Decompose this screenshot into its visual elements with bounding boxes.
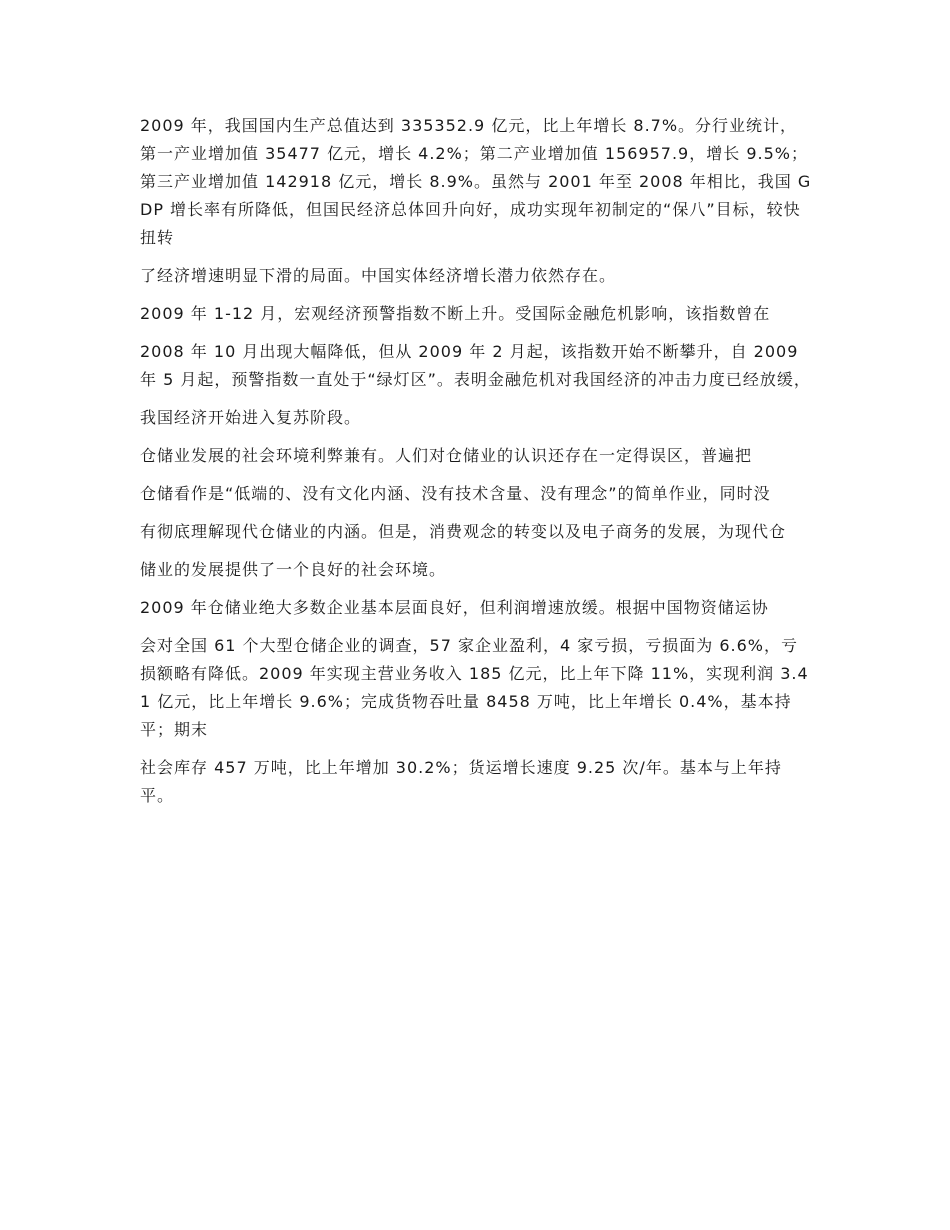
paragraph-2: 了经济增速明显下滑的局面。中国实体经济增长潜力依然存在。	[140, 266, 617, 285]
document-page	[140, 112, 812, 820]
paragraph-4: 2008 年 10 月出现大幅降低，但从 2009 年 2 月起，该指数开始不断攀升，自 2009 年 5 月起，预警指数一直处于“绿灯区”。表明金融危机对我国经济的冲击力度已经放缓，	[140, 342, 811, 389]
paragraph-7: 仓储看作是“低端的、没有文化内涵、没有技术含量、没有理念”的简单作业，同时没	[140, 484, 771, 503]
paragraph-10: 2009 年仓储业绝大多数企业基本层面良好，但利润增速放缓。根据中国物资储运协	[140, 598, 769, 617]
paragraph-3: 2009 年 1-12 月，宏观经济预警指数不断上升。受国际金融危机影响，该指数曾在	[140, 304, 771, 323]
paragraph-1: 2009 年，我国国内生产总值达到 335352.9 亿元，比上年增长 8.7%。分行业统计，第一产业增加值 35477 亿元，增长 4.2%；第二产业增加值 156957.9，增长 9.5%；第三产业增加值 142918 亿元，增长 8.9%。虽然与 2001 年至 2008 年相比，我国 GDP 增长率有所降低，但国民经济总体回升向好，成功实现年初制定的“保八”目标，较快扭转	[140, 116, 812, 247]
paragraph-6: 仓储业发展的社会环境利弊兼有。人们对仓储业的认识还存在一定得误区，普遍把	[140, 446, 753, 465]
paragraph-9: 储业的发展提供了一个良好的社会环境。	[140, 560, 447, 579]
paragraph-12: 社会库存 457 万吨，比上年增加 30.2%；货运增长速度 9.25 次/年。基本与上年持平。	[140, 758, 782, 805]
paragraph-5: 我国经济开始进入复苏阶段。	[140, 408, 362, 427]
paragraph-8: 有彻底理解现代仓储业的内涵。但是，消费观念的转变以及电子商务的发展，为现代仓	[140, 522, 787, 541]
paragraph-11: 会对全国 61 个大型仓储企业的调查，57 家企业盈利，4 家亏损，亏损面为 6.6%，亏损额略有降低。2009 年实现主营业务收入 185 亿元，比上年下降 11%，实现利润 3.41 亿元，比上年增长 9.6%；完成货物吞吐量 8458 万吨，比上年增长 0.4%，基本持平；期末	[140, 636, 809, 739]
